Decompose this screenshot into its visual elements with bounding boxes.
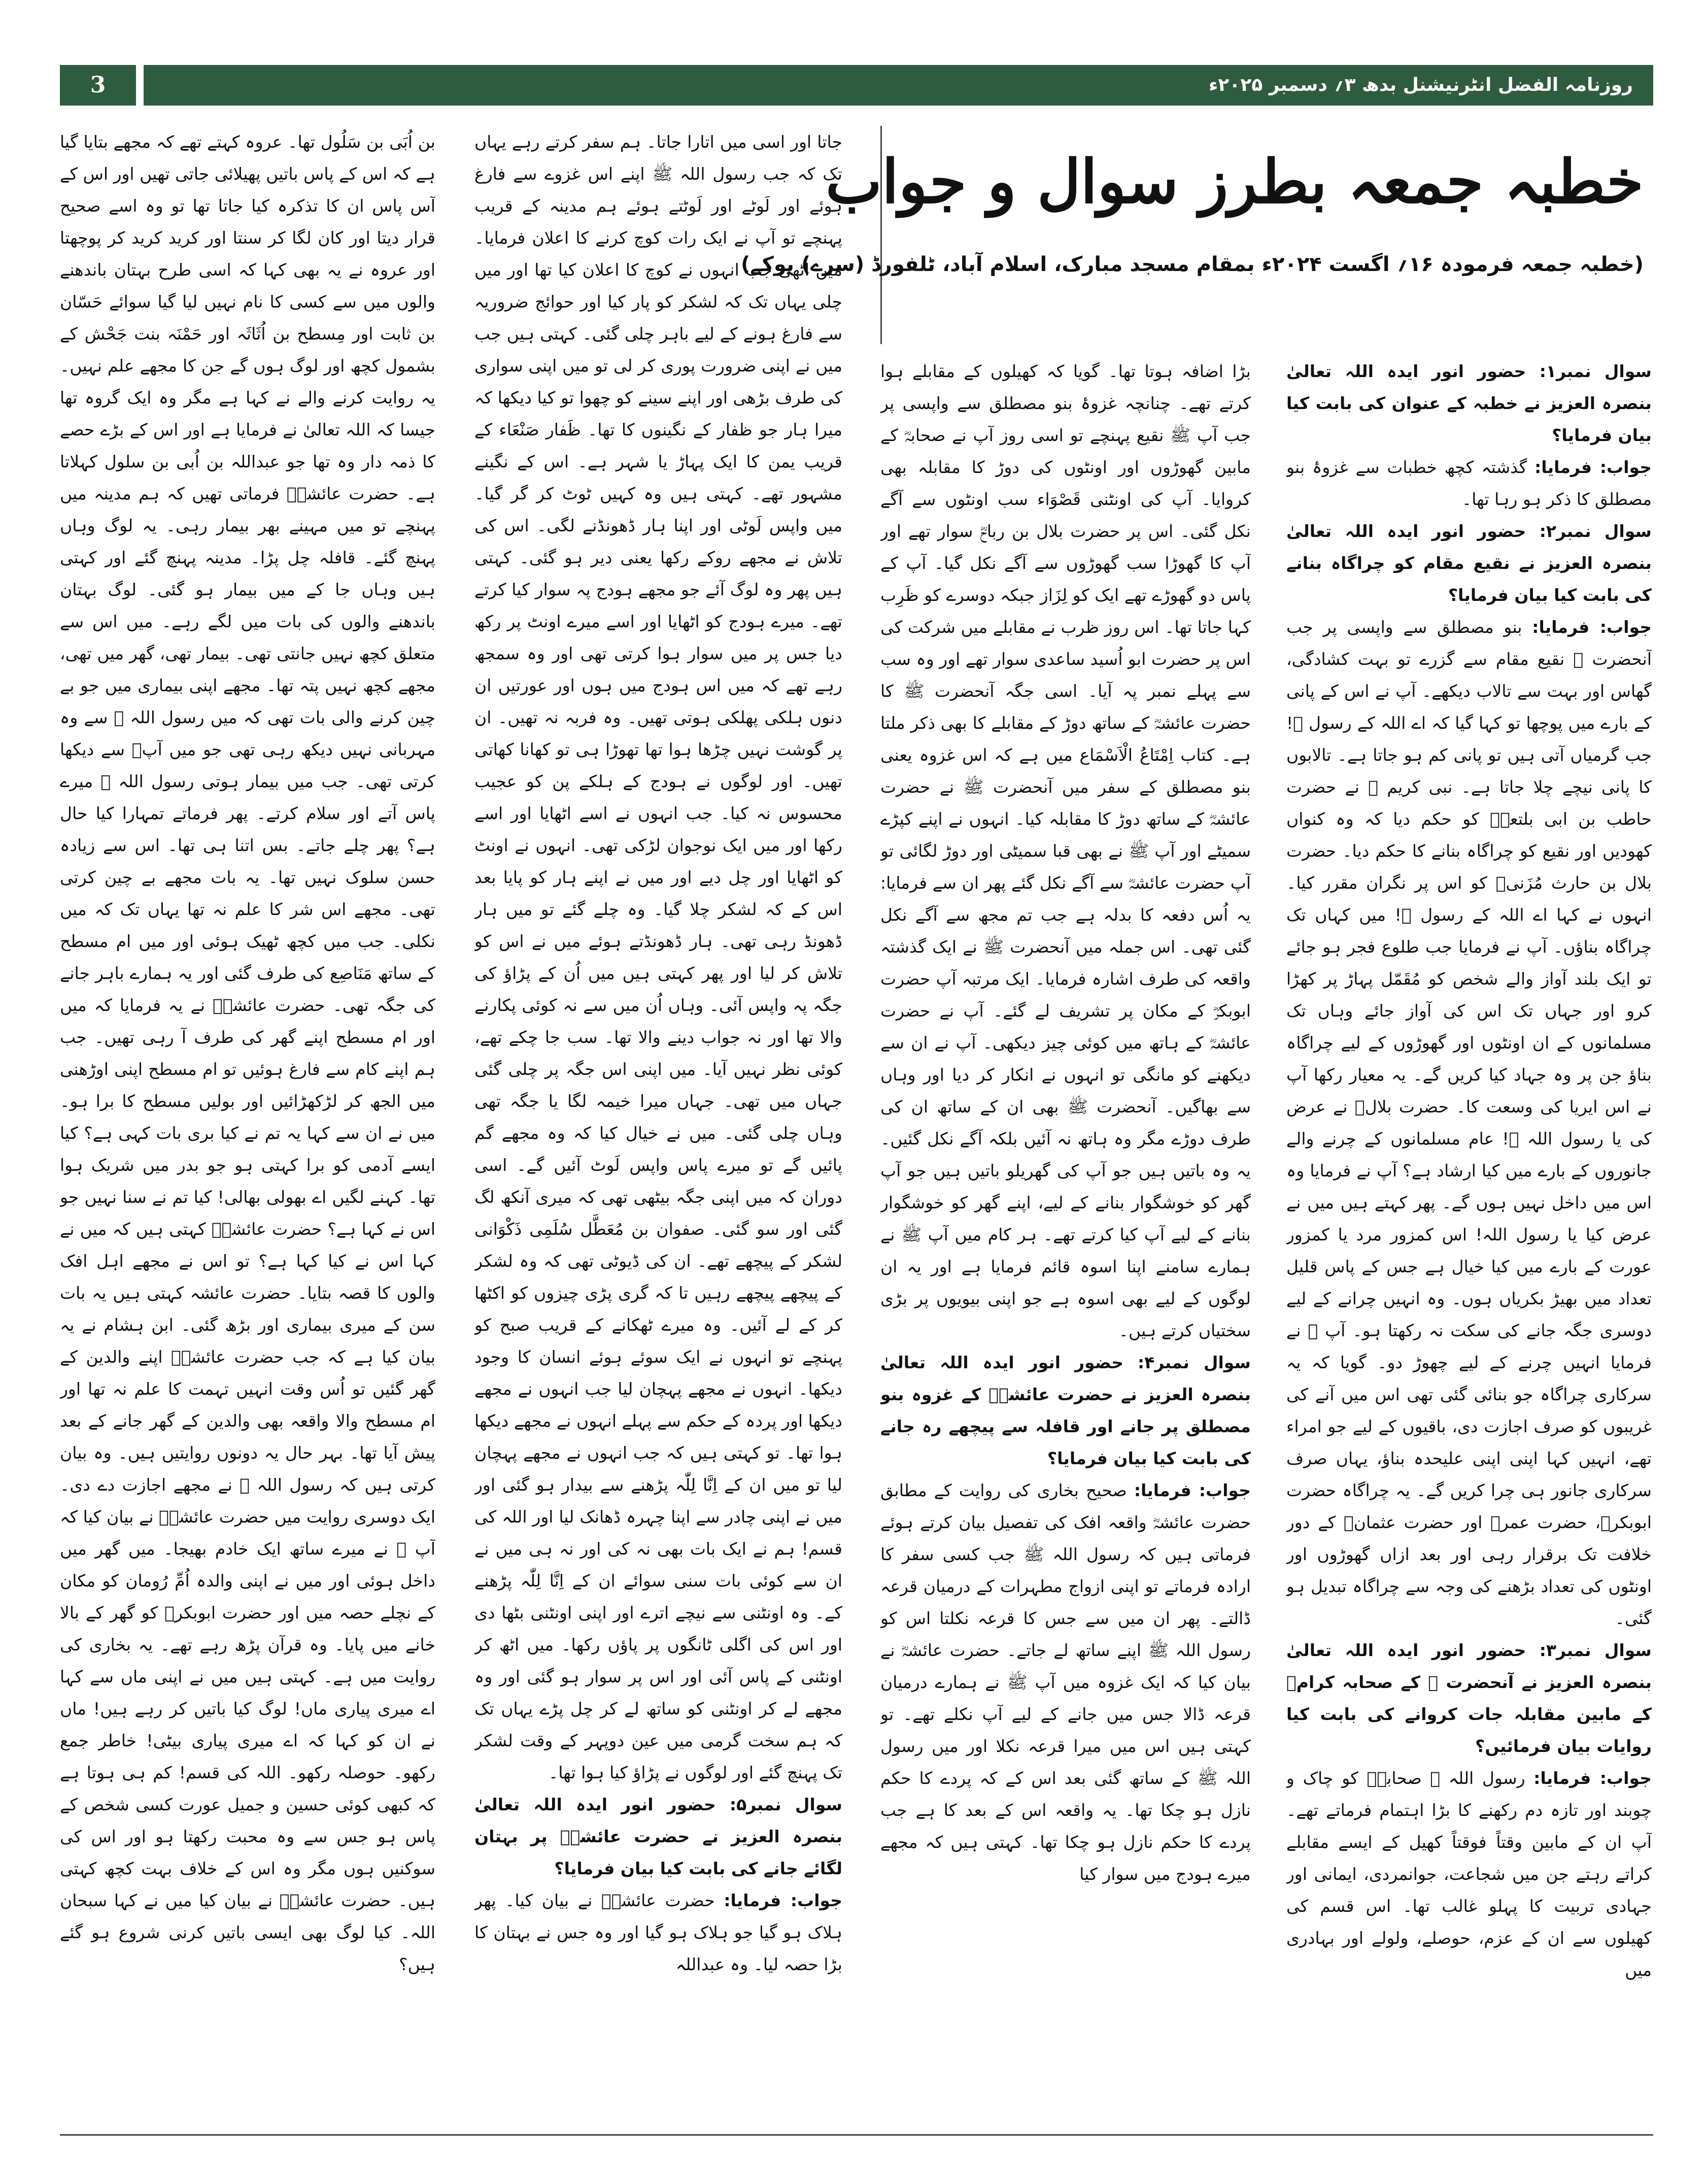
paragraph: جاتا اور اسی میں اتارا جاتا۔ ہم سفر کرتے رہے یہاں تک کہ جب رسول اللہ ﷺ اپنے اس غزوے سے فارغ ہوئے اور لَوٹے اور لَوٹتے ہوئے ہم مدینہ کے قریب پہنچے تو آپ نے ایک رات کوچ کرنے کا اعلان فرمایا۔ میں اٹھی جب انہوں نے کوچ کا اعلان کیا تھا اور میں چلی یہاں تک کہ لشکر کو پار کیا اور حوائج ضروریہ سے فارغ ہونے کے لیے باہر چلی گئی۔ کہتی ہیں جب میں نے اپنی ضرورت پوری کر لی تو میں اپنی سواری کی طرف بڑھی اور اپنے سینے کو چھوا تو کیا دیکھا کہ میرا ہار جو ظفار کے نگینوں کا تھا۔ ظَفار صَنْعَاء کے قریب یمن کا ایک پہاڑ یا شہر ہے۔ اس کے نگینے مشہور تھے۔ کہتی ہیں وہ کہیں ٹوٹ کر گر گیا۔ میں واپس لَوٹی اور اپنا ہار ڈھونڈنے لگی۔ اس کی تلاش نے مجھے روکے رکھا یعنی دیر ہو گئی۔ کہتی ہیں پھر وہ لوگ آئے جو مجھے ہودج پہ سوار کیا کرتے تھے۔ میرے ہودج کو اٹھایا اور اسے میرے اونٹ پر رکھ دیا جس پر میں سوار ہوا کرتی تھی اور وہ سمجھ رہے تھے کہ میں اس ہودج میں ہوں اور عورتیں ان دنوں ہلکی پھلکی ہوتی تھیں۔ وہ فربہ نہ تھیں۔ ان پر گوشت نہیں چڑھا ہوا تھا تھوڑا ہی تو کھانا کھاتی تھیں۔ اور لوگوں نے ہودج کے ہلکے پن کو عجیب محسوس نہ کیا۔ جب انہوں نے اسے اٹھایا اور اسے رکھا اور میں ایک نوجوان لڑکی تھی۔ انہوں نے اونٹ کو اٹھایا اور چل دیے اور میں نے اپنے ہار کو پایا بعد اس کے کہ لشکر چلا گیا۔ وہ چلے گئے تو میں ہار ڈھونڈ رہی تھی۔ ہار ڈھونڈتے ہوئے میں نے اس کو تلاش کر لیا اور پھر کہتی ہیں میں اُن کے پڑاؤ کی جگہ پہ واپس آئی۔ وہاں اُن میں سے نہ کوئی پکارنے والا تھا اور نہ جواب دینے والا تھا۔ سب جا چکے تھے، کوئی نظر نہیں آیا۔ میں اپنی اس جگہ پر چلی گئی جہاں میں تھی۔ جہاں میرا خیمہ لگا یا جگہ تھی وہاں چلی گئی۔ میں نے خیال کیا کہ وہ مجھے گم پائیں گے تو میرے پاس واپس لَوٹ آئیں گے۔ اسی دوران کہ میں اپنی جگہ بیٹھی تھی کہ میری آنکھ لگ گئی اور سو گئی۔ صفوان بن مُعَطَّل سُلَمِی ذَکْوَانی لشکر کے پیچھے تھے۔ ان کی ڈیوٹی تھی کہ وہ لشکر کے پیچھے پیچھے رہیں تا کہ گری پڑی چیزوں کو اکٹھا کر کے لے آئیں۔ وہ میرے ٹھکانے کے قریب صبح کو پہنچے تو انہوں نے ایک سوئے ہوئے انسان کا وجود دیکھا۔ انہوں نے مجھے پہچان لیا جب انہوں نے مجھے دیکھا اور پردہ کے حکم سے پہلے انہوں نے مجھے دیکھا ہوا تھا۔ تو کہتی ہیں کہ جب انہوں نے مجھے پہچان لیا تو میں ان کے اِنَّا لِلّٰہ پڑھنے سے بیدار ہو گئی اور میں نے اپنی چادر سے اپنا چہرہ ڈھانک لیا اور اللہ کی قسم! ہم نے ایک بات بھی نہ کی اور نہ ہی میں نے ان سے کوئی بات سنی سوائے ان کے اِنَّا لِلّٰہ پڑھنے کے۔ وہ اونٹنی سے نیچے اترے اور اپنی اونٹنی بٹھا دی اور اس کی اگلی ٹانگوں پر پاؤں رکھا۔ میں اٹھ کر اونٹنی کے پاس آئی اور اس پر سوار ہو گئی اور وہ مجھے لے کر اونٹنی کو ساتھ لے کر چل پڑے یہاں تک کہ ہم سخت گرمی میں عین دوپہر کے وقت لشکر تک پہنچ گئے اور لوگوں نے پڑاؤ کیا ہوا تھا۔ <box>474 132 842 1782</box>
question-3: سوال نمبر۳: حضور انور ایدہ اللہ تعالیٰ بنصرہ العزیز نے آنحضرت ﷺ کے صحابہ کرامؓ کے مابین مقابلہ جات کروانے کی بابت کیا روایات بیان فرمائیں؟ <box>1286 1640 1652 1756</box>
column-1 <box>1286 355 1652 2115</box>
answer-text: گذشتہ کچھ خطبات سے غزوۂ بنو مصطلق کا ذکر ہو رہا تھا۔ <box>1286 457 1652 509</box>
answer-lead: جواب: فرمایا: <box>724 1891 842 1910</box>
masthead-bar <box>60 65 1653 106</box>
paragraph: بڑا اضافہ ہوتا تھا۔ گویا کہ کھیلوں کے مقابلے ہوا کرتے تھے۔ چنانچہ غزوۂ بنو مصطلق سے واپسی پر جب آپ ﷺ نقیع پہنچے تو اسی روز آپ نے صحابہؓ کے مابین گھوڑوں اور اونٹوں کی دوڑ کا مقابلہ بھی کروایا۔ آپ کی اونٹنی قَصْوَاء سب اونٹوں سے آگے نکل گئی۔ اس پر حضرت بلال بن رباحؓ سوار تھے اور آپ کا گھوڑا سب گھوڑوں سے آگے نکل گیا۔ آپ کے پاس دو گھوڑے تھے ایک کو لِزَاز جبکہ دوسرے کو ظَرِب کہا جاتا تھا۔ اس روز ظرب نے مقابلے میں شرکت کی اس پر حضرت ابو اُسید ساعدی سوار تھے اور وہ سب سے پہلے نمبر پہ آیا۔ اسی جگہ آنحضرت ﷺ کا حضرت عائشہؓ کے ساتھ دوڑ کے مقابلے کا بھی ذکر ملتا ہے۔ کتاب اِمْتَاعُ الْاَسْمَاع میں ہے کہ اس غزوہ یعنی بنو مصطلق کے سفر میں آنحضرت ﷺ نے حضرت عائشہؓ کے ساتھ دوڑ کا مقابلہ کیا۔ انہوں نے اپنے کپڑے سمیٹے اور آپ ﷺ نے بھی قبا سمیٹی اور دوڑ لگائی تو آپ حضرت عائشہؓ سے آگے نکل گئے پھر ان سے فرمایا: یہ اُس دفعہ کا بدلہ ہے جب تم مجھ سے آگے نکل گئی تھی۔ اس جملہ میں آنحضرت ﷺ نے ایک گذشتہ واقعہ کی طرف اشارہ فرمایا۔ ایک مرتبہ آپ حضرت ابوبکرؓ کے مکان پر تشریف لے گئے۔ آپ نے حضرت عائشہؓ کے ہاتھ میں کوئی چیز دیکھی۔ آپ نے ان سے دیکھنے کو مانگی تو انہوں نے انکار کر دیا اور وہاں سے بھاگیں۔ آنحضرت ﷺ بھی ان کے ساتھ ان کی طرف دوڑے مگر وہ ہاتھ نہ آئیں بلکہ آگے نکل گئیں۔ یہ وہ باتیں ہیں جو آپ کی گھریلو باتیں ہیں جو آپ گھر کو خوشگوار بنانے کے لیے، اپنے گھر کو خوشگوار بنانے کے لیے آپ کیا کرتے تھے۔ ہر کام میں آپ ﷺ نے ہمارے سامنے اپنا اسوہ قائم فرمایا ہے اور یہ ان لوگوں کے لیے بھی اسوہ ہے جو اپنی بیویوں پر بڑی سختیاں کرتے ہیں۔ <box>880 361 1251 1340</box>
answer-4 <box>880 1474 1251 1890</box>
answer-lead: جواب: فرمایا: <box>1533 1768 1652 1788</box>
column-4 <box>60 126 435 2115</box>
answer-1 <box>1286 451 1652 515</box>
page-number: 3 <box>60 65 136 106</box>
article-subtitle: (خطبہ جمعہ فرمودہ ۱۶؍ اگست ۲۰۲۴ء بمقام مسجد مبارک، اسلام آباد، ٹلفورڈ (سرے) یوکے) <box>740 253 1644 276</box>
paragraph: بن اُبَی بن سَلُول تھا۔ عروہ کہتے تھے کہ مجھے بتایا گیا ہے کہ اس کے پاس باتیں پھیلائی جاتی تھیں اور اس کے آس پاس ان کا تذکرہ کیا جاتا تھا تو وہ اسے صحیح قرار دیتا اور کان لگا کر سنتا اور کرید کرید کر پوچھتا اور عروہ نے یہ بھی کہا کہ اسی طرح بہتان باندھنے والوں میں سے کسی کا نام نہیں لیا گیا سوائے حَسّان بن ثابت اور مِسطح بن اُثَاثَہ اور حَمْنَہ بنت جَحْش کے بشمول کچھ اور لوگ ہوں گے جن کا مجھے علم نہیں۔ یہ روایت کرنے والے نے کہا ہے مگر وہ ایک گروہ تھا جیسا کہ اللہ تعالیٰ نے فرمایا ہے اور اس کے بڑے حصے کا ذمہ دار وہ تھا جو عبداللہ بن اُبی بن سلول کہلاتا ہے۔ حضرت عائشہؓ فرماتی تھیں کہ ہم مدینہ میں پہنچے تو میں مہینے بھر بیمار رہی۔ یہ لوگ وہاں پہنچ گئے۔ قافلہ چل پڑا۔ مدینہ پہنچ گئے اور کہتی ہیں وہاں جا کے میں بیمار ہو گئی۔ لوگ بہتان باندھنے والوں کی بات میں لگے رہے۔ میں اس سے متعلق کچھ نہیں جانتی تھی۔ بیمار تھی، گھر میں تھی، مجھے کچھ نہیں پتہ تھا۔ مجھے اپنی بیماری میں جو بے چین کرنے والی بات تھی کہ میں رسول اللہ ﷺ سے وہ مہربانی نہیں دیکھ رہی تھی جو میں آپؐ سے دیکھا کرتی تھی۔ جب میں بیمار ہوتی رسول اللہ ﷺ میرے پاس آتے اور سلام کرتے۔ پھر فرماتے تمہارا کیا حال ہے؟ پھر چلے جاتے۔ بس اتنا ہی تھا۔ اس سے زیادہ حسن سلوک نہیں تھا۔ یہ بات مجھے بے چین کرتی تھی۔ مجھے اس شر کا علم نہ تھا یہاں تک کہ میں نکلی۔ جب میں کچھ ٹھیک ہوئی اور میں ام مسطح کے ساتھ مَنَاصِع کی طرف گئی اور یہ ہمارے باہر جانے کی جگہ تھی۔ حضرت عائشہؓ نے یہ فرمایا کہ میں اور ام مسطح اپنے گھر کی طرف آ رہی تھیں۔ جب ہم اپنے کام سے فارغ ہوئیں تو ام مسطح اپنی اوڑھنی میں الجھ کر لڑکھڑائیں اور بولیں مسطح کا برا ہو۔ میں نے ان سے کہا یہ تم نے کیا بری بات کہی ہے؟ کیا ایسے آدمی کو برا کہتی ہو جو بدر میں شریک ہوا تھا۔ کہنے لگیں اے بھولی بھالی! کیا تم نے سنا نہیں جو اس نے کہا ہے؟ حضرت عائشہؓ کہتی ہیں کہ میں نے کہا اس نے کیا کہا ہے؟ تو اس نے مجھے اہل افک والوں کا قصہ بتایا۔ حضرت عائشہ کہتی ہیں یہ بات سن کے میری بیماری اور بڑھ گئی۔ ابن ہشام نے یہ بیان کیا ہے کہ جب حضرت عائشہؓ اپنے والدین کے گھر گئیں تو اُس وقت انہیں تہمت کا علم نہ تھا اور ام مسطح والا واقعہ بھی والدین کے گھر جانے کے بعد پیش آیا تھا۔ بہر حال یہ دونوں روایتیں ہیں۔ وہ بیان کرتی ہیں کہ رسول اللہ ﷺ نے مجھے اجازت دے دی۔ ایک دوسری روایت میں حضرت عائشہؓ نے بیان کیا کہ آپ ﷺ نے میرے ساتھ ایک خادم بھیجا۔ میں گھر میں داخل ہوئی اور میں نے اپنی والدہ اُمِّ رُومان کو مکان کے نچلے حصہ میں اور حضرت ابوبکرؓ کو گھر کے بالا خانے میں پایا۔ وہ قرآن پڑھ رہے تھے۔ یہ بخاری کی روایت میں ہے۔ کہتی ہیں میں نے اپنی ماں سے کہا اے میری پیاری ماں! لوگ کیا باتیں کر رہے ہیں! ماں نے ان کو کہا کہ اے میری پیاری بیٹی! خاطر جمع رکھو۔ حوصلہ رکھو۔ اللہ کی قسم! کم ہی ہوتا ہے کہ کبھی کوئی حسین و جمیل عورت کسی شخص کے پاس ہو جس سے وہ محبت رکھتا ہو اور اس کی سوکنیں ہوں مگر وہ اس کے خلاف بہت کچھ کہتی ہیں۔ حضرت عائشہؓ نے بیان کیا میں نے کہا سبحان اللہ۔ کیا لوگ بھی ایسی باتیں کرنی شروع ہو گئے ہیں؟ <box>60 132 435 1974</box>
answer-text: صحیح بخاری کی روایت کے مطابق حضرت عائشہؓ واقعہ افک کی تفصیل بیان کرتے ہوئے فرماتی ہیں کہ رسول اللہ ﷺ جب کسی سفر کا ارادہ فرماتے تو اپنی ازواج مطہرات کے درمیان قرعہ ڈالتے۔ پھر ان میں سے جس کا قرعہ نکلتا اس کو رسول اللہ ﷺ اپنے ساتھ لے جاتے۔ حضرت عائشہؓ نے بیان کیا کہ ایک غزوہ میں آپ ﷺ نے ہمارے درمیان قرعہ ڈالا جس میں جانے کے لیے آپ نکلے تھے۔ تو کہتی ہیں اس میں میرا قرعہ نکلا اور میں رسول اللہ ﷺ کے ساتھ گئی بعد اس کے کہ پردے کا حکم نازل ہو چکا تھا۔ یہ واقعہ اس کے بعد کا ہے جب پردے کا حکم نازل ہو چکا تھا۔ کہتی ہیں کہ مجھے میرے ہودج میں سوار کیا <box>880 1480 1251 1884</box>
answer-5 <box>474 1884 842 1980</box>
question-5: سوال نمبر۵: حضور انور ایدہ اللہ تعالیٰ بنصرہ العزیز نے حضرت عائشہؓ پر بہتان لگائے جانے کی بابت کیا بیان فرمایا؟ <box>474 1795 842 1878</box>
answer-lead: جواب: فرمایا: <box>1134 1480 1251 1500</box>
answer-text: بنو مصطلق سے واپسی پر جب آنحضرت ﷺ نقیع مقام سے گزرے تو بہت کشادگی، گھاس اور بہت سے تالاب دیکھے۔ آپ نے اس کے پانی کے بارے میں پوچھا تو کہا گیا کہ اے اللہ کے رسول ﷺ! جب گرمیاں آتی ہیں تو پانی کم ہو جاتا ہے۔ تالابوں کا پانی نیچے چلا جاتا ہے۔ نبی کریم ﷺ نے حضرت حاطب بن ابی بلتعہؓ کو حکم دیا کہ وہ کنواں کھودیں اور نقیع کو چراگاہ بنانے کا حکم دیا۔ حضرت بلال بن حارث مُزَنیؓ کو اس پر نگران مقرر کیا۔ انہوں نے کہا اے اللہ کے رسول ﷺ! میں کہاں تک چراگاہ بناؤں۔ آپ نے فرمایا جب طلوع فجر ہو جائے تو ایک بلند آواز والے شخص کو مُقَمّل پہاڑ پر کھڑا کرو اور جہاں تک اس کی آواز جائے وہاں تک مسلمانوں کے ان اونٹوں اور گھوڑوں کے لیے چراگاہ بناؤ جن پر وہ جہاد کیا کریں گے۔ یہ معیار رکھا آپ نے اس ایریا کی وسعت کا۔ حضرت بلالؓ نے عرض کی یا رسول اللہ ﷺ! عام مسلمانوں کے چرنے والے جانوروں کے بارے میں کیا ارشاد ہے؟ آپ نے فرمایا وہ اس میں داخل نہیں ہوں گے۔ پھر کہتے ہیں میں نے عرض کیا یا رسول اللہ! اس کمزور مرد یا کمزور عورت کے بارے میں کیا خیال ہے جس کے پاس قلیل تعداد میں بھیڑ بکریاں ہوں۔ وہ انہیں چرانے کے لیے دوسری جگہ جانے کی سکت نہ رکھتا ہو۔ آپ ﷺ نے فرمایا انہیں چرنے کے لیے چھوڑ دو۔ گویا کہ یہ سرکاری چراگاہ جو بنائی گئی تھی اس میں آنے کی غریبوں کو صرف اجازت دی، باقیوں کے لیے جو امراء تھے، انہیں کہا اپنی اپنی علیحدہ بناؤ، یہاں صرف سرکاری جانور ہی چرا کریں گے۔ یہ چراگاہ حضرت ابوبکرؓ، حضرت عمرؓ اور حضرت عثمانؓ کے دور خلافت تک برقرار رہی اور بعد ازاں گھوڑوں اور اونٹوں کی تعداد بڑھنے کی وجہ سے چراگاہ تبدیل ہو گئی۔ <box>1286 617 1652 1628</box>
answer-text: حضرت عائشہؓ نے بیان کیا۔ پھر ہلاک ہو گیا جو ہلاک ہو گیا اور وہ جس نے بہتان کا بڑا حصہ لیا۔ وہ عبداللہ <box>474 1891 842 1974</box>
footer-rule <box>60 2134 1653 2136</box>
masthead-title: روزنامہ الفضل انٹرنیشنل بدھ ۳؍ دسمبر ۲۰۲۵ء <box>1209 75 1633 95</box>
article-title: خطبہ جمعہ بطرز سوال و جواب <box>826 146 1644 217</box>
column-3 <box>474 126 842 2115</box>
answer-lead: جواب: فرمایا: <box>1532 617 1652 637</box>
article-title-box <box>740 126 1654 344</box>
column-2 <box>880 355 1251 2115</box>
answer-lead: جواب: فرمایا: <box>1534 457 1652 477</box>
answer-2 <box>1286 611 1652 1634</box>
answer-3 <box>1286 1762 1652 1986</box>
question-4: سوال نمبر۴: حضور انور ایدہ اللہ تعالیٰ بنصرہ العزیز نے حضرت عائشہؓ کے غزوہ بنو مصطلق پر جانے اور قافلہ سے پیچھے رہ جانے کی بابت کیا بیان فرمایا؟ <box>880 1353 1251 1468</box>
question-1: سوال نمبر۱: حضور انور ایدہ اللہ تعالیٰ بنصرہ العزیز نے خطبہ کے عنوان کی بابت کیا بیان فرمایا؟ <box>1286 361 1652 445</box>
question-2: سوال نمبر۲: حضور انور ایدہ اللہ تعالیٰ بنصرہ العزیز نے نقیع مقام کو چراگاہ بنانے کی بابت کیا بیان فرمایا؟ <box>1286 521 1652 605</box>
answer-text: رسول اللہ ﷺ صحابہؓ کو چاک و چوبند اور تازہ دم رکھنے کا بڑا اہتمام فرماتے تھے۔ آپ ان کے مابین وقتاً فوقتاً کھیل کے ایسے مقابلے کراتے رہتے جن میں شجاعت، جوانمردی، ایمانی اور جہادی تربیت کا پہلو غالب تھا۔ اس قسم کی کھیلوں سے ان کے عزم، حوصلے، ولولے اور بہادری میں <box>1286 1768 1652 1980</box>
masthead-band <box>144 65 1653 106</box>
